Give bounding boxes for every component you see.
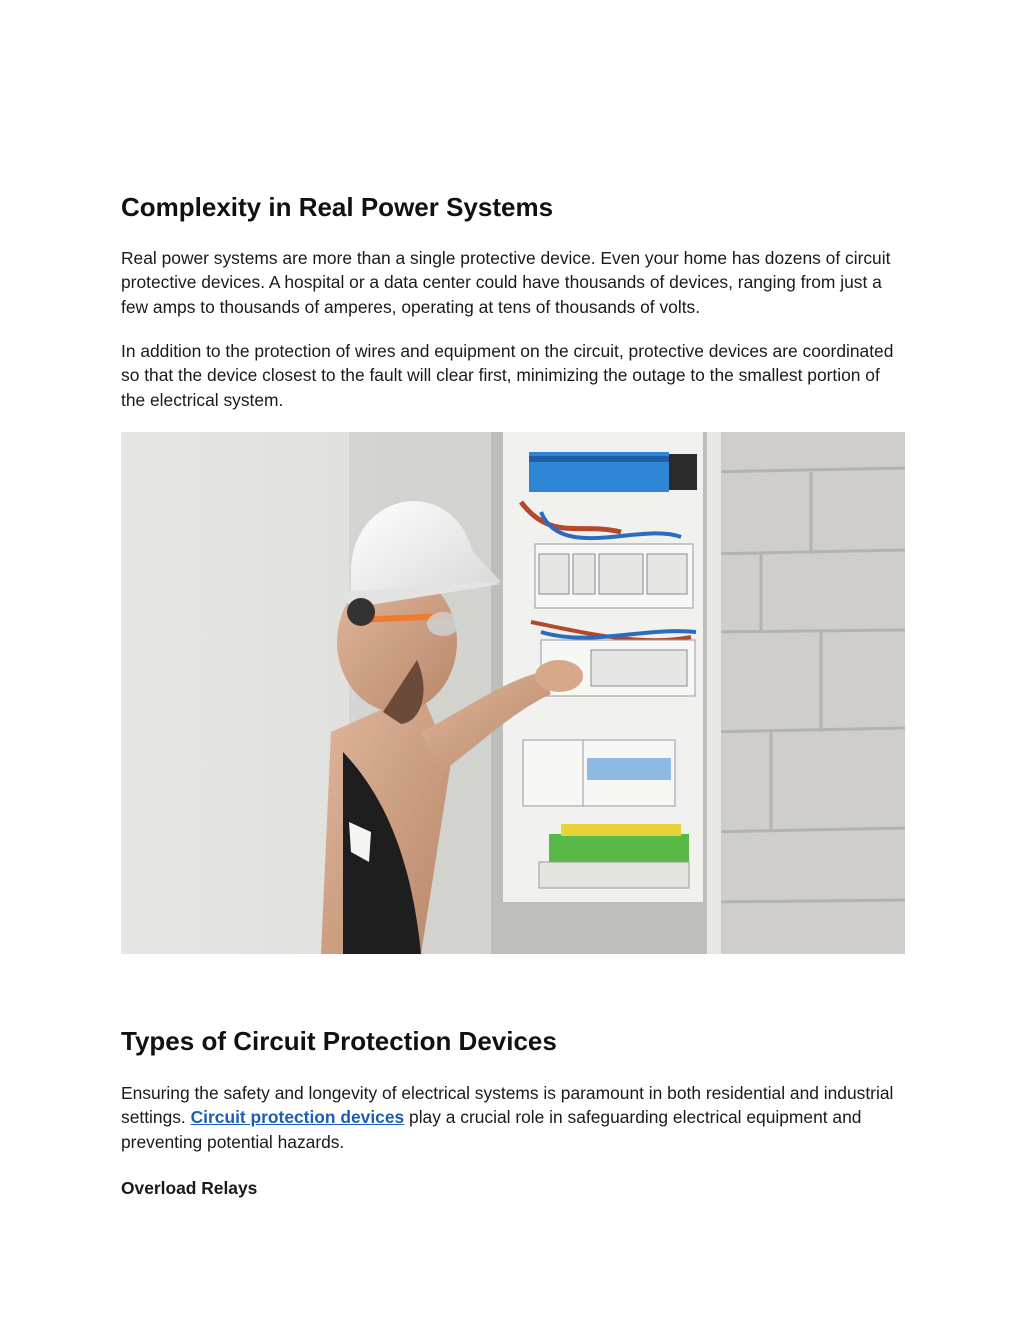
paragraph-circuit-protection [121,1081,905,1154]
paragraph-power-systems: Real power systems are more than a single protective device. Even your home has dozens of circuit protective devices. A hospital or a data center could have thousands of devices, ranging from just a few amps to thousands of amperes, operating at tens of thousands of volts. [121,248,891,317]
section-heading-types: Types of Circuit Protection Devices [121,1026,557,1056]
section-heading-complexity: Complexity in Real Power Systems [121,192,554,222]
circuit-protection-devices-link[interactable]: Circuit protection devices [190,1107,405,1128]
electrician-photo [121,432,905,954]
paragraph-text-before-link: Ensuring the safety and longevity of electrical systems is paramount in both residential and industrial settings. [121,1083,894,1128]
subheading-overload-relays: Overload Relays [121,1178,258,1198]
paragraph-text-after-link: play a crucial role in safeguarding electrical equipment and preventing potential hazards. [121,1107,862,1152]
paragraph-coordination: In addition to the protection of wires and equipment on the circuit, protective devices are coordinated so that the device closest to the fault will clear first, minimizing the outage to the smallest portion of the electrical system. [121,341,894,410]
